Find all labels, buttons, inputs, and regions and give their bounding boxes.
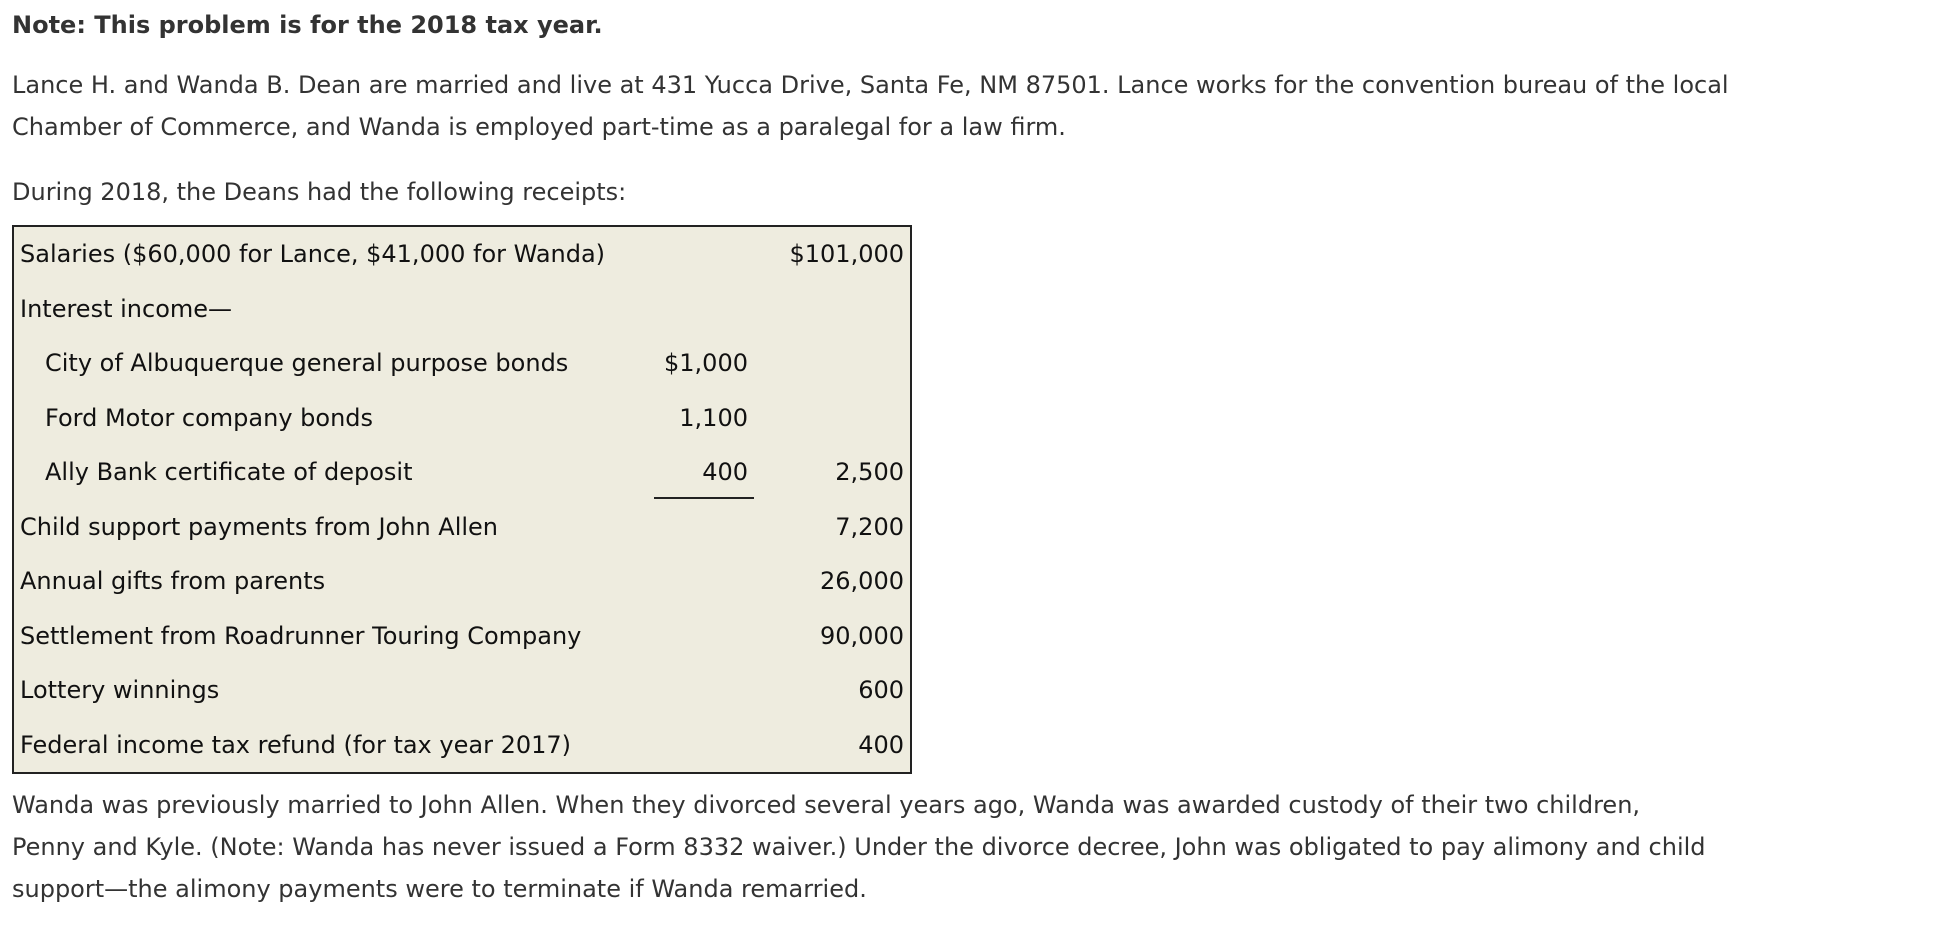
row-label: Child support payments from John Allen: [20, 512, 499, 541]
row-label: Interest income—: [20, 294, 233, 323]
row-subamount: 1,100: [679, 403, 748, 432]
table-row: [14, 391, 910, 446]
row-label: Lottery winnings: [20, 676, 220, 705]
table-row: [14, 336, 910, 391]
table-row: [14, 445, 910, 500]
receipts-table: [12, 225, 912, 774]
row-label: City of Albuquerque general purpose bonds: [45, 349, 569, 378]
row-amount: 600: [858, 676, 904, 705]
row-amount: 400: [858, 730, 904, 759]
table-row: [14, 282, 910, 337]
closing-paragraph: Wanda was previously married to John Allen. When they divorced several years ago, Wanda was awarded custody of their two children, Penny and Kyle. (Note: Wanda has never issued a Form 8332 waiver.) Under the divorce decree, John was obligated to pay alimony and child support—the alimony payments were to terminate if Wanda remarried.: [12, 791, 1706, 903]
row-amount: $101,000: [789, 240, 904, 269]
row-label: Federal income tax refund (for tax year 2017): [20, 730, 572, 759]
table-row: [14, 609, 910, 664]
row-label: Settlement from Roadrunner Touring Company: [20, 621, 582, 650]
row-amount: 90,000: [820, 621, 904, 650]
row-label: Ford Motor company bonds: [45, 403, 374, 432]
row-subamount-subtotal-rule: 400: [654, 458, 754, 486]
table-row: [14, 718, 910, 773]
receipts-intro: During 2018, the Deans had the following receipts:: [12, 178, 627, 206]
row-label: Salaries ($60,000 for Lance, $41,000 for Wanda): [20, 240, 606, 269]
problem-content: [12, 0, 1912, 910]
table-row: [14, 500, 910, 555]
row-subamount: $1,000: [664, 349, 748, 378]
row-label: Annual gifts from parents: [20, 567, 326, 596]
row-amount: 2,500: [835, 458, 904, 487]
row-amount: 7,200: [835, 512, 904, 541]
row-label: Ally Bank certificate of deposit: [45, 458, 413, 487]
intro-paragraph: Lance H. and Wanda B. Dean are married and live at 431 Yucca Drive, Santa Fe, NM 87501. Lance works for the convention bureau of the local Chamber of Commerce, and Wanda is employed part-time as a paralegal for a law firm.: [12, 71, 1729, 141]
table-row: [14, 227, 910, 282]
table-row: [14, 663, 910, 718]
row-amount: 26,000: [820, 567, 904, 596]
table-row: [14, 554, 910, 609]
tax-year-note: Note: This problem is for the 2018 tax year.: [12, 11, 603, 39]
